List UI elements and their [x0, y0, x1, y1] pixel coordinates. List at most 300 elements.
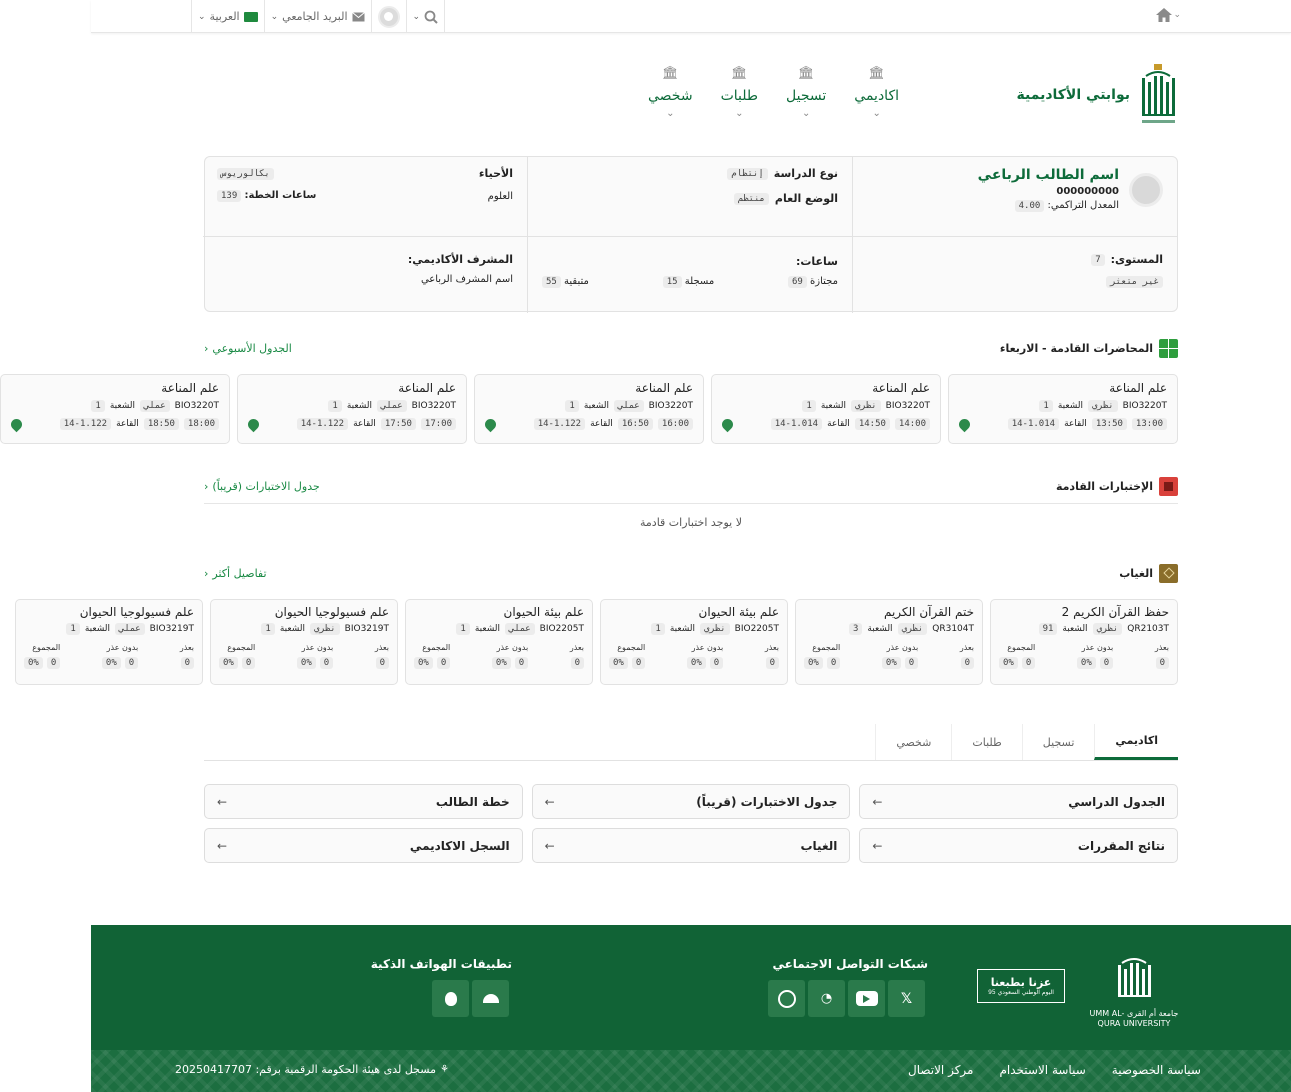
lecture-card[interactable]	[711, 374, 941, 444]
terms-of-use-link[interactable]: سياسة الاستخدام	[999, 1063, 1086, 1077]
excused-label: بعذر	[959, 643, 974, 652]
section-number: 1	[66, 623, 79, 635]
unexcused-values	[297, 657, 333, 669]
location-pin-icon[interactable]	[957, 416, 973, 432]
passed-label: مجتازة	[810, 276, 838, 287]
unexcused-label: بدون عذر	[106, 643, 139, 652]
excused-value: 0	[766, 657, 779, 669]
unexcused-col	[492, 643, 528, 669]
footer-links	[908, 1063, 1201, 1077]
total-value: 0	[437, 657, 450, 669]
location-pin-icon[interactable]	[9, 416, 25, 432]
course-name: علم المناعة	[398, 381, 456, 395]
absence-icon	[1159, 564, 1178, 583]
total-label: المجموع	[422, 643, 451, 652]
room-label: القاعة	[827, 419, 850, 429]
excused-value: 0	[181, 657, 194, 669]
university-logo-icon	[1112, 951, 1156, 1007]
exams-divider	[204, 503, 1178, 504]
excused-value: 0	[961, 657, 974, 669]
section-label: الشعبة	[474, 624, 500, 634]
room-number: 14-1.122	[60, 418, 111, 430]
nav-label: شخصي	[648, 88, 693, 104]
status-label: الوضع العام	[774, 192, 838, 205]
exams-schedule-link[interactable]	[204, 480, 320, 493]
total-percent: 0%	[609, 657, 628, 669]
room-number: 14-1.122	[534, 418, 585, 430]
unexcused-values	[882, 657, 918, 669]
home-icon	[1156, 8, 1172, 22]
exams-header	[204, 476, 1178, 496]
end-time: 18:50	[144, 418, 179, 430]
class-type: عملي	[377, 400, 407, 412]
unexcused-percent: 0%	[102, 657, 121, 669]
class-type: عملي	[115, 623, 145, 635]
section-label: الشعبة	[84, 624, 110, 634]
total-percent: 0%	[414, 657, 433, 669]
gpa-value: 4.00	[1015, 200, 1045, 212]
unexcused-percent: 0%	[687, 657, 706, 669]
excused-value: 0	[571, 657, 584, 669]
absence-card[interactable]	[990, 599, 1178, 685]
unexcused-value: 0	[320, 657, 333, 669]
lecture-time	[485, 418, 693, 430]
whatsapp-icon	[778, 990, 796, 1008]
android-icon	[483, 994, 499, 1003]
absence-details-label: تفاصيل أكثر	[212, 566, 267, 580]
hours-info	[527, 237, 852, 313]
tab-academic[interactable]: اكاديمي	[1094, 724, 1178, 760]
chevron-down-icon: ⌄	[270, 11, 279, 22]
total-col	[414, 643, 450, 669]
student-id: 000000000	[1056, 186, 1119, 197]
course-code: BIO3219T	[149, 624, 194, 634]
unexcused-percent: 0%	[882, 657, 901, 669]
section-tabs	[204, 724, 1178, 761]
major: الأحياء	[478, 167, 513, 180]
youtube-icon	[856, 991, 878, 1006]
registered-label: مسجلة	[684, 276, 715, 287]
exams-title-label: الإختبارات القادمة	[1055, 479, 1153, 493]
envelope-icon	[352, 12, 365, 22]
absence-carousel[interactable]	[28, 599, 1178, 687]
total-values	[999, 657, 1035, 669]
search-button[interactable]	[406, 0, 446, 33]
unexcused-col	[1077, 643, 1113, 669]
end-time: 17:50	[381, 418, 416, 430]
contact-center-link[interactable]: مركز الاتصال	[907, 1063, 974, 1077]
arrow-left-icon: ←	[872, 794, 883, 809]
quick-link-label: السجل الاكاديمي	[409, 838, 510, 853]
course-name: علم فسيولوجيا الحيوان	[274, 605, 389, 619]
building-icon: 🏛	[797, 66, 815, 81]
total-value: 0	[632, 657, 645, 669]
remaining-label: متبقية	[564, 276, 589, 287]
total-percent: 0%	[219, 657, 238, 669]
advisor-info	[203, 237, 527, 313]
quick-link-study-schedule[interactable]	[859, 784, 1178, 819]
dga-icon: ⚘	[439, 1064, 449, 1075]
quick-link-student-plan[interactable]	[204, 784, 523, 819]
course-name: علم المناعة	[635, 381, 693, 395]
total-col	[609, 643, 645, 669]
home-button[interactable]	[1156, 8, 1181, 22]
section-number: 1	[1039, 400, 1052, 412]
chevron-down-icon: ⌄	[1173, 10, 1181, 20]
unexcused-value: 0	[515, 657, 528, 669]
excused-col	[960, 643, 974, 669]
course-code: QR3104T	[932, 624, 974, 634]
chevron-left-icon: ‹	[204, 479, 209, 493]
registration-notice	[175, 1063, 449, 1076]
lecture-meta	[722, 400, 930, 412]
ios-app-button[interactable]	[432, 980, 469, 1017]
section-number: 1	[651, 623, 664, 635]
total-label: المجموع	[812, 643, 841, 652]
quick-link-academic-record[interactable]	[204, 828, 523, 863]
section-number: 1	[565, 400, 578, 412]
footer	[91, 925, 1291, 1050]
lecture-card[interactable]	[237, 374, 467, 444]
lectures-header	[204, 338, 1178, 358]
unexcused-label: بدون عذر	[691, 643, 724, 652]
badge-subtitle: اليوم الوطني السعودي 95	[988, 989, 1054, 996]
remaining-value: 55	[542, 276, 561, 288]
gpa-label: المعدل التراكمي:	[1047, 200, 1119, 211]
apple-icon	[445, 992, 457, 1006]
course-code: BIO2205T	[539, 624, 584, 634]
section-number: 1	[261, 623, 274, 635]
total-label: المجموع	[617, 643, 646, 652]
language-switch[interactable]	[191, 0, 264, 33]
absence-card[interactable]	[210, 599, 398, 685]
class-type: عملي	[140, 400, 170, 412]
absence-meta	[804, 623, 974, 635]
total-label: المجموع	[1007, 643, 1036, 652]
start-time: 17:00	[421, 418, 456, 430]
absence-card[interactable]	[405, 599, 593, 685]
section-number: 1	[802, 400, 815, 412]
unexcused-value: 0	[710, 657, 723, 669]
arrow-left-icon: ←	[544, 794, 555, 809]
weekly-schedule-label: الجدول الأسبوعي	[212, 341, 292, 355]
absence-meta	[414, 623, 584, 635]
lecture-time	[722, 418, 930, 430]
total-col	[999, 643, 1035, 669]
total-value: 0	[47, 657, 60, 669]
course-name: علم بيئة الحيوان	[698, 605, 779, 619]
social-title: شبكات التواصل الاجتماعي	[772, 957, 928, 971]
total-values	[414, 657, 450, 669]
section-label: الشعبة	[1062, 624, 1088, 634]
nav-label: طلبات	[720, 88, 759, 104]
absence-card[interactable]	[795, 599, 983, 685]
nav-requests[interactable]	[707, 66, 772, 119]
section-label: الشعبة	[109, 401, 135, 411]
course-code: BIO3220T	[885, 401, 930, 411]
class-type: عملي	[505, 623, 535, 635]
student-name: اسم الطالب الرباعي	[977, 167, 1119, 183]
x-icon: 𝕏	[900, 990, 913, 1007]
class-type: نظري	[851, 400, 881, 412]
building-icon: 🏛	[662, 66, 679, 81]
portal-logo[interactable]	[1017, 62, 1179, 128]
nav-personal[interactable]	[634, 66, 707, 119]
start-time: 13:00	[1132, 418, 1167, 430]
privacy-policy-link[interactable]: سياسة الخصوصية	[1111, 1063, 1201, 1077]
absence-stats	[609, 643, 779, 669]
level-label: المستوى:	[1110, 253, 1163, 266]
section-label: الشعبة	[820, 401, 846, 411]
apps-title: تطبيقات الهواتف الذكية	[370, 957, 512, 971]
unexcused-percent: 0%	[297, 657, 316, 669]
android-app-button[interactable]	[472, 980, 509, 1017]
total-col	[219, 643, 255, 669]
chevron-down-icon: ⌄	[872, 108, 881, 119]
level-info	[852, 237, 1177, 313]
absence-meta	[219, 623, 389, 635]
total-label: المجموع	[32, 643, 61, 652]
language-label: العربية	[209, 10, 240, 23]
course-name: علم فسيولوجيا الحيوان	[79, 605, 194, 619]
plan-hours-value: 139	[217, 190, 241, 202]
quick-link-label: جدول الاختبارات (قريباً)	[696, 794, 838, 809]
course-code: QR2103T	[1127, 624, 1169, 634]
footer-university-logo[interactable]	[1089, 951, 1179, 1030]
unexcused-percent: 0%	[1077, 657, 1096, 669]
main-nav	[634, 66, 913, 119]
section-label: الشعبة	[583, 401, 609, 411]
course-name: علم المناعة	[161, 381, 219, 395]
unexcused-col	[882, 643, 918, 669]
nav-registration[interactable]	[772, 66, 840, 119]
youtube-button[interactable]	[848, 980, 885, 1017]
unexcused-value: 0	[125, 657, 138, 669]
start-time: 16:00	[658, 418, 693, 430]
class-type: نظري	[1088, 400, 1118, 412]
rss-button[interactable]	[808, 980, 845, 1017]
room-label: القاعة	[1064, 419, 1087, 429]
quick-link-label: نتائج المقررات	[1077, 838, 1165, 853]
unexcused-col	[297, 643, 333, 669]
absence-stats	[414, 643, 584, 669]
total-percent: 0%	[804, 657, 823, 669]
quick-link-exams-schedule[interactable]	[532, 784, 851, 819]
degree: بكالوريوس	[217, 168, 274, 180]
student-profile-card	[204, 156, 1178, 312]
absence-stats	[219, 643, 389, 669]
absence-title-label: الغياب	[1119, 566, 1153, 580]
quick-link-label: خطة الطالب	[435, 794, 510, 809]
excused-col	[570, 643, 584, 669]
section-label: الشعبة	[346, 401, 372, 411]
absence-details-link[interactable]	[204, 567, 267, 580]
tab-requests[interactable]: طلبات	[951, 724, 1021, 760]
excused-label: بعذر	[764, 643, 779, 652]
course-name: علم المناعة	[1109, 381, 1167, 395]
room-number: 14-1.122	[297, 418, 348, 430]
university-mail[interactable]	[264, 0, 371, 33]
lecture-time	[248, 418, 456, 430]
building-icon: 🏛	[731, 66, 748, 81]
x-twitter-button[interactable]	[888, 980, 925, 1017]
section-number: 91	[1039, 623, 1058, 635]
course-name: ختم القرآن الكريم	[883, 605, 974, 619]
quick-link-course-results[interactable]	[859, 828, 1178, 863]
location-pin-icon[interactable]	[246, 416, 262, 432]
hours-label: ساعات:	[795, 255, 838, 268]
arrow-left-icon: ←	[872, 838, 883, 853]
lecture-card[interactable]	[474, 374, 704, 444]
excused-label: بعذر	[1154, 643, 1169, 652]
mail-label: البريد الجامعي	[282, 10, 348, 23]
absence-meta	[609, 623, 779, 635]
registered-value: 15	[663, 276, 682, 288]
study-type-label: نوع الدراسة	[773, 167, 838, 180]
total-values	[804, 657, 840, 669]
total-percent: 0%	[24, 657, 43, 669]
unexcused-label: بدون عذر	[301, 643, 334, 652]
absence-list	[15, 599, 1178, 685]
total-value: 0	[242, 657, 255, 669]
absence-card[interactable]	[600, 599, 788, 685]
arrow-left-icon: ←	[544, 838, 555, 853]
plan-hours-label: ساعات الخطة:	[244, 190, 317, 201]
unexcused-values	[687, 657, 723, 669]
excused-value: 0	[376, 657, 389, 669]
excused-col	[1155, 643, 1169, 669]
portal-title: بوابتي الأكاديمية	[1016, 87, 1130, 103]
level-status: غير متعثر	[1106, 276, 1163, 288]
class-type: نظري	[310, 623, 340, 635]
unexcused-label: بدون عذر	[496, 643, 529, 652]
course-code: BIO3220T	[411, 401, 456, 411]
excused-label: بعذر	[179, 643, 194, 652]
college: العلوم	[487, 190, 513, 202]
section-number: 1	[456, 623, 469, 635]
course-name: حفظ القرآن الكريم 2	[1061, 605, 1169, 619]
course-code: BIO3220T	[1122, 401, 1167, 411]
rss-icon: ◔	[820, 991, 833, 1006]
course-code: BIO3219T	[344, 624, 389, 634]
chevron-down-icon: ⌄	[666, 108, 675, 119]
arrow-left-icon: ←	[217, 794, 228, 809]
room-number: 14-1.014	[771, 418, 822, 430]
user-menu[interactable]	[371, 0, 406, 33]
start-time: 18:00	[184, 418, 219, 430]
total-col	[804, 643, 840, 669]
absence-meta	[24, 623, 194, 635]
class-type: نظري	[898, 623, 928, 635]
lectures-list	[0, 374, 1178, 444]
absence-stats	[24, 643, 194, 669]
building-icon: 🏛	[868, 66, 885, 81]
avatar	[378, 6, 400, 28]
room-label: القاعة	[116, 419, 139, 429]
whatsapp-button[interactable]	[768, 980, 805, 1017]
absence-stats	[999, 643, 1169, 669]
unexcused-percent: 0%	[492, 657, 511, 669]
tab-registration[interactable]: تسجيل	[1022, 724, 1095, 760]
lectures-carousel[interactable]	[63, 374, 1178, 446]
user-avatar-icon	[1129, 173, 1163, 207]
passed-value: 69	[788, 276, 807, 288]
chevron-down-icon: ⌄	[198, 11, 206, 22]
national-day-badge	[977, 969, 1065, 1003]
course-code: BIO3220T	[648, 401, 693, 411]
class-type: نظري	[700, 623, 730, 635]
section-number: 1	[91, 400, 104, 412]
student-identity	[852, 157, 1177, 237]
location-pin-icon[interactable]	[483, 416, 499, 432]
total-col	[24, 643, 60, 669]
chevron-down-icon: ⌄	[801, 108, 811, 119]
absence-stats	[804, 643, 974, 669]
total-percent: 0%	[999, 657, 1018, 669]
location-pin-icon[interactable]	[720, 416, 736, 432]
no-exams-message: لا يوجد اختبارات قادمة	[640, 516, 742, 529]
class-type: عملي	[614, 400, 644, 412]
excused-label: بعذر	[569, 643, 584, 652]
unexcused-value: 0	[905, 657, 918, 669]
status-value: منتظم	[734, 193, 769, 205]
absence-card[interactable]	[15, 599, 203, 685]
exams-schedule-label: جدول الاختبارات (قريباً)	[212, 479, 320, 493]
total-values	[609, 657, 645, 669]
total-value: 0	[827, 657, 840, 669]
unexcused-values	[102, 657, 138, 669]
lecture-meta	[485, 400, 693, 412]
quick-link-label: الغياب	[800, 838, 838, 853]
lecture-card[interactable]	[0, 374, 230, 444]
chevron-down-icon: ⌄	[412, 11, 421, 22]
arrow-left-icon: ←	[217, 838, 228, 853]
room-number: 14-1.014	[1008, 418, 1059, 430]
quick-link-absence[interactable]	[532, 828, 851, 863]
room-label: القاعة	[590, 419, 613, 429]
advisor-name: اسم المشرف الرباعي	[420, 274, 513, 285]
footer-logo-text: جامعة أم القرى UMM AL-QURA UNIVERSITY	[1089, 1009, 1179, 1029]
lecture-card[interactable]	[948, 374, 1178, 444]
unexcused-values	[492, 657, 528, 669]
start-time: 14:00	[895, 418, 930, 430]
exam-icon	[1159, 477, 1178, 496]
total-values	[24, 657, 60, 669]
nav-academic[interactable]	[840, 66, 913, 119]
absence-meta	[999, 623, 1169, 635]
university-logo-icon	[1138, 62, 1178, 128]
total-values	[219, 657, 255, 669]
bottom-bar	[91, 1050, 1291, 1092]
tab-personal[interactable]: شخصي	[875, 724, 951, 760]
unexcused-col	[687, 643, 723, 669]
saudi-flag-icon	[244, 12, 258, 22]
section-label: الشعبة	[1057, 401, 1083, 411]
excused-col	[375, 643, 389, 669]
unexcused-values	[1077, 657, 1113, 669]
nav-label: اكاديمي	[854, 88, 899, 104]
lectures-title-label: المحاضرات القادمة - الاربعاء	[999, 341, 1153, 355]
class-type: نظري	[1093, 623, 1123, 635]
study-type-value: إنتظام	[727, 168, 768, 180]
weekly-schedule-link[interactable]	[204, 342, 292, 355]
lecture-meta	[248, 400, 456, 412]
end-time: 14:50	[855, 418, 890, 430]
top-actions	[191, 0, 445, 33]
excused-col	[180, 643, 194, 669]
course-code: BIO2205T	[734, 624, 779, 634]
excused-value: 0	[1156, 657, 1169, 669]
